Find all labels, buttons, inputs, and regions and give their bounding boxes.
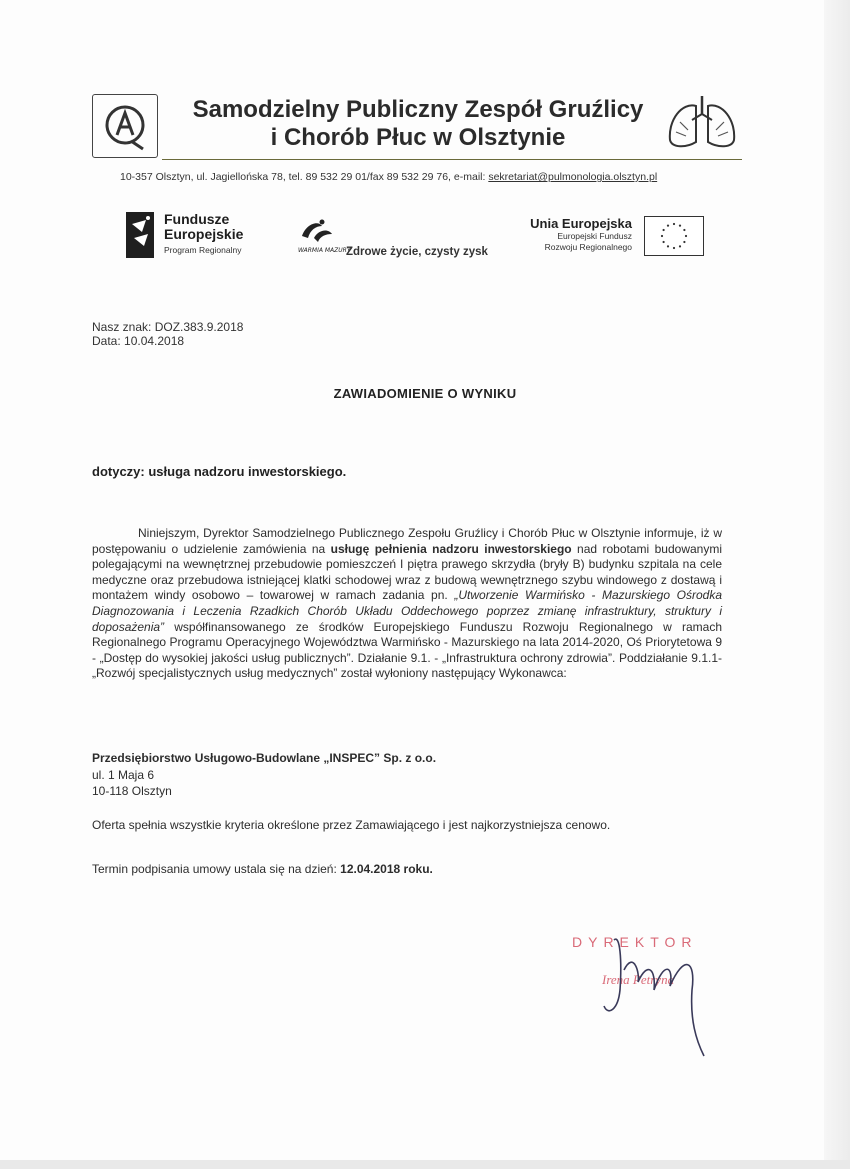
contractor-street: ul. 1 Maja 6 <box>92 767 155 782</box>
reference-date: Data: 10.04.2018 <box>92 334 185 348</box>
deadline-prefix: Termin podpisania umowy ustala się na dzień: <box>92 862 341 876</box>
offer-statement: Oferta spełnia wszystkie kryteria określone przez Zamawiającego i jest najkorzystniejsza cenowo. <box>92 818 611 832</box>
org-name-line2: i Chorób Płuc w Olsztynie <box>270 124 566 151</box>
deadline-date: 12.04.2018 roku. <box>340 862 433 876</box>
fundusze-europejskie-logo <box>164 212 243 255</box>
contractor-block <box>92 750 436 800</box>
para-part3: współfinansowanego ze środków Europejskiego Funduszu Rozwoju Regionalnego w ramach Regionalnego Programu Operacyjnego Województwa Warmińsko - Mazurskiego na lata 2014-2020, Oś Priorytetowa 9 - „Dostęp do wysokiej jakości usług publicznych”. Działanie 9.1. - „Infrastruktura ochrony zdrowia”. Poddziałanie 9.1.1- „Rozwój specjalistycznych usług medycznych” został wyłoniony następujący Wykonawca: <box>92 619 722 681</box>
reference-block <box>92 320 243 348</box>
wm-slogan: Zdrowe życie, czysty zysk <box>346 246 488 258</box>
handwritten-signature <box>600 930 730 1060</box>
scan-edge-right <box>824 0 850 1169</box>
para-project-name: „Utworzenie Warmińsko - Mazurskiego Ośrodka Diagnozowania i Leczenia Rzadkich Chorób Układu Oddechowego poprzez zmianę infrastruktury, struktury i doposażenia” <box>92 588 722 634</box>
lungs-icon <box>662 92 742 152</box>
org-name-line1: Samodzielny Publiczny Zespół Gruźlicy <box>192 96 644 123</box>
unia-europejska-logo <box>520 216 632 253</box>
director-stamp-title: DYREKTOR <box>572 934 698 950</box>
reference-number: Nasz znak: DOZ.383.9.2018 <box>92 320 244 334</box>
hospital-emblem-icon <box>92 94 158 158</box>
para-part1: Niniejszym, Dyrektor Samodzielnego Publicznego Zespołu Gruźlicy i Chorób Płuc w Olsztynie informuje, iż w postępowaniu o udzielenie zamówienia na <box>92 526 722 556</box>
ue-line2: Europejski Fundusz <box>557 231 632 241</box>
ue-line3: Rozwoju Regionalnego <box>544 242 632 252</box>
eu-flag-icon <box>644 216 704 256</box>
document-subject: dotyczy: usługa nadzoru inwestorskiego. <box>92 464 347 479</box>
contractor-city: 10-118 Olsztyn <box>92 784 172 798</box>
organization-name <box>168 96 668 152</box>
fe-line3: Program Regionalny <box>164 245 242 255</box>
wm-logo-text: WARMIA MAZURY <box>298 247 351 254</box>
para-part1-bold: usługę pełnienia nadzoru inwestorskiego <box>330 541 572 556</box>
para-part2: nad robotami budowanymi polegającymi na wewnętrznej przebudowie pomieszczeń I piętra prawego skrzydła (bryły B) budynku szpitala na cele medyczne oraz przebudowa istniejącej klatki schodowej wraz z budową wewnętrznego szybu windowego z dostawą i montażem windy osobowo – towarowej w ramach zadania pn. <box>92 541 722 603</box>
director-stamp-name: Irena Petryna <box>602 972 675 987</box>
warmia-mazury-logo <box>296 216 351 258</box>
ue-line1: Unia Europejska <box>530 216 632 231</box>
contractor-name: Przedsiębiorstwo Usługowo-Budowlane „INSPEC” Sp. z o.o. <box>92 751 437 765</box>
email-link[interactable]: sekretariat@pulmonologia.olsztyn.pl <box>488 171 658 183</box>
address-text: 10-357 Olsztyn, ul. Jagiellońska 78, tel. 89 532 29 01/fax 89 532 29 76, e-mail: <box>120 171 489 183</box>
header-rule <box>162 159 742 160</box>
fe-line2: Europejskie <box>164 226 244 242</box>
document-title: ZAWIADOMIENIE O WYNIKU <box>333 386 517 401</box>
signing-deadline <box>92 862 433 876</box>
fundusze-europejskie-icon <box>124 210 156 260</box>
scan-edge-bottom <box>0 1160 850 1169</box>
address-line <box>120 171 657 183</box>
fe-line1: Fundusze <box>164 211 230 227</box>
main-paragraph <box>92 526 722 682</box>
